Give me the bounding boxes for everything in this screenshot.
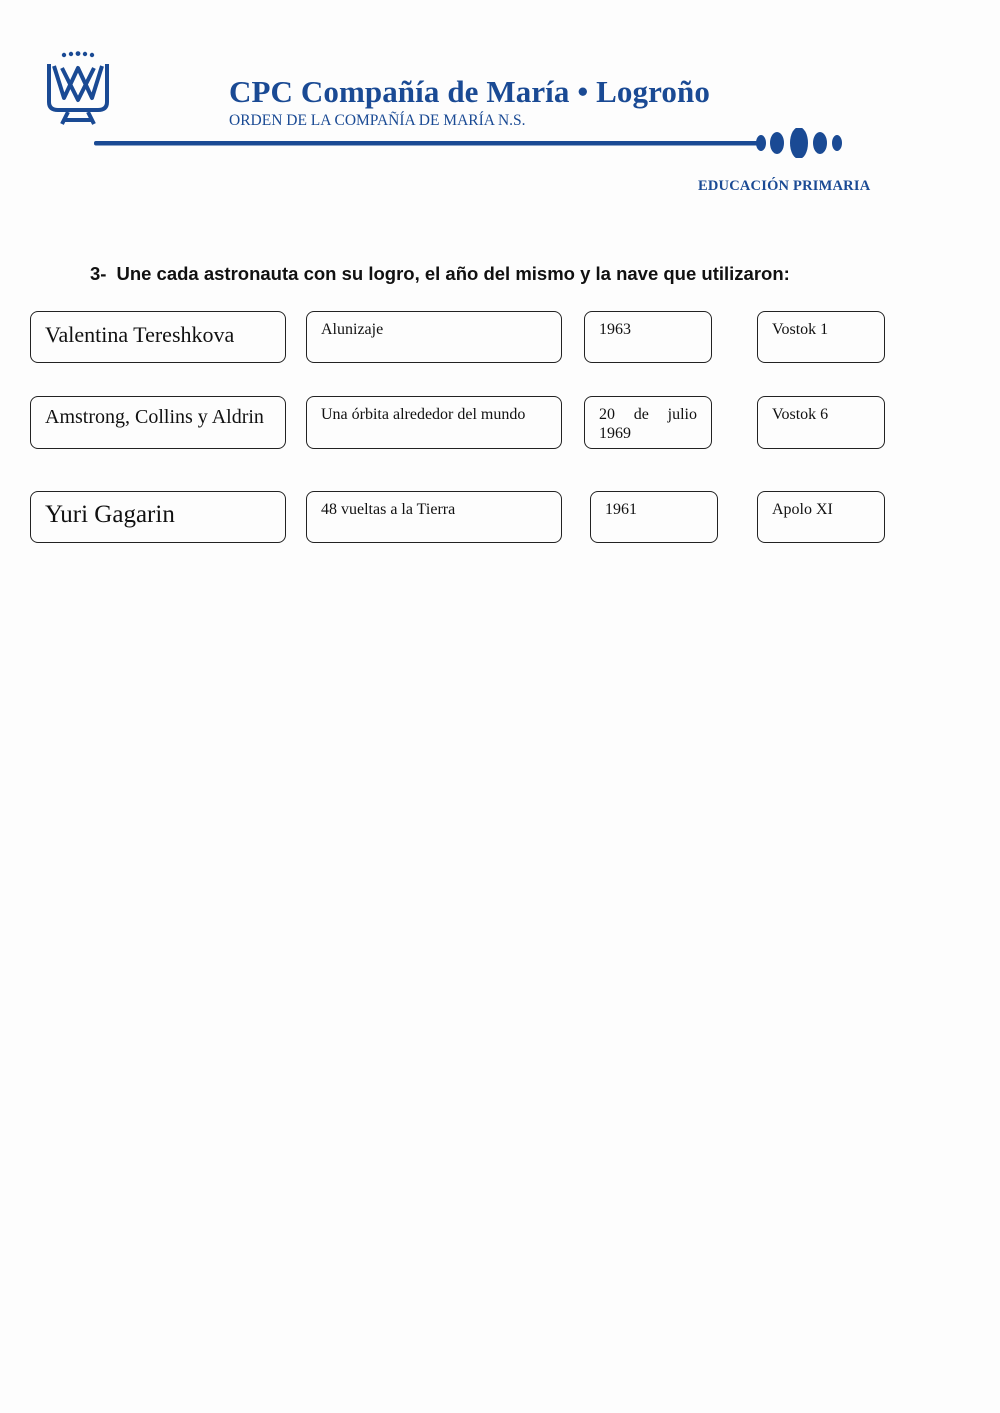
school-name: CPC Compañía de María • Logroño [229,74,710,109]
astronaut-box[interactable] [30,396,286,449]
year-box[interactable] [584,311,712,363]
ship-label: Vostok 6 [772,406,829,423]
achievement-label: 48 vueltas a la Tierra [321,501,456,518]
year-box[interactable] [590,491,718,543]
school-logo-icon [44,50,112,128]
instruction-text: Une cada astronauta con su logro, el año del mismo y la nave que utilizaron: [116,263,790,284]
year-label: 1961 [605,501,637,518]
ship-label: Apolo XI [772,501,833,518]
achievement-box[interactable] [306,491,562,543]
astronaut-label: Yuri Gagarin [45,501,175,528]
ship-box[interactable] [757,491,885,543]
achievement-box[interactable] [306,311,562,363]
achievement-label: Una órbita alrededor del mundo [321,406,526,423]
astronaut-label: Valentina Tereshkova [45,322,235,347]
ship-label: Vostok 1 [772,321,829,338]
year-label: 1963 [599,321,631,338]
ship-box[interactable] [757,311,885,363]
astronaut-box[interactable] [30,491,286,543]
ship-box[interactable] [757,396,885,449]
header-divider [94,128,854,158]
achievement-box[interactable] [306,396,562,449]
exercise-instruction [90,263,790,285]
education-level: EDUCACIÓN PRIMARIA [698,178,871,194]
year-label: 20 de julio 1969 [599,406,697,442]
achievement-label: Alunizaje [321,321,384,338]
astronaut-label: Amstrong, Collins y Aldrin [45,406,264,428]
order-name: ORDEN DE LA COMPAÑÍA DE MARÍA N.S. [229,112,526,129]
exercise-number: 3- [90,263,107,284]
astronaut-box[interactable] [30,311,286,363]
year-box[interactable] [584,396,712,449]
